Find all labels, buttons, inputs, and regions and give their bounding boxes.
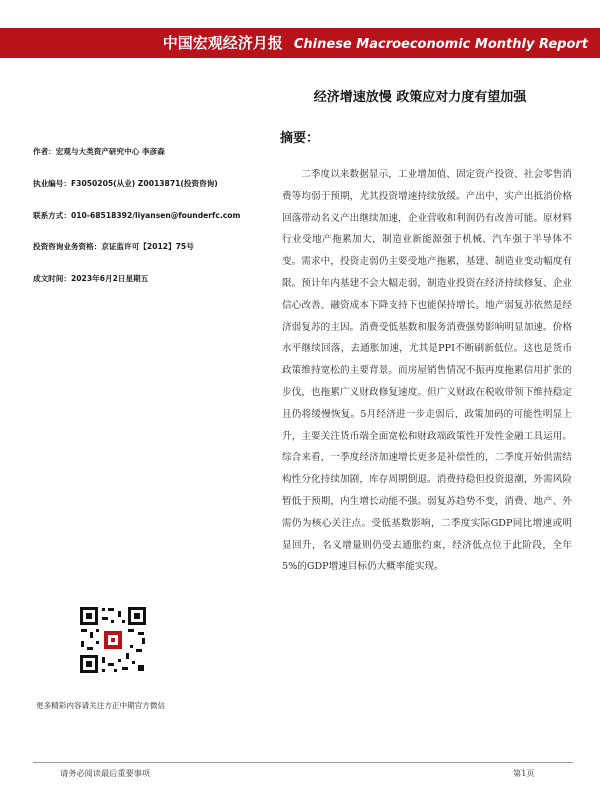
date-line: 成文时间：2023年6月2日星期五 (33, 274, 149, 283)
footer-disclaimer: 请务必阅读最后重要事项 (60, 768, 151, 778)
footer-divider (33, 762, 573, 763)
abstract-body: 二季度以来数据显示，工业增加值、固定资产投资、社会零售消费等均弱于预期，尤其投资增速持续放缓。产出中，实产出抵消价格回落带动名义产出继续加速，企业营收和利润仍有改善可能。原材料行业受地产拖累加大，制造业新能源强于机械、汽车强于半导体不变。需求中，投资走弱仍主要受地产拖累，基建、制造业变动幅度有限。预计年内基建不会大幅走弱，制造业投资在经济持续修复、企业信心改善、融资成本下降支持下也能保持增长。地产弱复苏依然是经济弱复苏的主因。消费受低基数和服务消费强势影响明显加速。价格水平继续回落，去通胀加速，尤其是PPI不断刷新低位。这也是货币政策维持宽松的主要背景。而房屋销售情况不振再度拖累信用扩张的步伐，也拖累广义财政修复速度。但广义财政在税收带领下维持稳定且仍将缓慢恢复。5月经济进一步走弱后，政策加码的可能性明显上升，主要关注货币端全面宽松和财政端政策性开发性金融工具运用。综合来看，一季度经济加速增长更多是补偿性的，二季度开始供需结构性分化持续加剧，库存周期倒退。消费持稳但投资退潮，外需风险暂低于预期，内生增长动能不强。弱复苏趋势不变，消费、地产、外需仍为核心关注点。受低基数影响，二季度实际GDP同比增速或明显回升，名义增量则仍受去通胀约束，经济低点位于此阶段，全年5%的GDP增速目标仍大概率能实现。 (282, 169, 572, 573)
contact-line: 联系方式：010-68518392/liyansen@founderfc.com (33, 211, 241, 220)
wechat-qr-code (78, 605, 148, 675)
banner-title-en: Chinese Macroeconomic Monthly Report (293, 37, 588, 52)
report-title: 经济增速放慢 政策应对力度有望加强 (313, 90, 527, 105)
qr-code-icon (78, 605, 148, 675)
report-header-banner (0, 28, 600, 58)
license-line: 执业编号：F3050205(从业) Z0013871(投资咨询) (33, 179, 218, 188)
banner-title-cn: 中国宏观经济月报 (162, 34, 283, 52)
banner-title (163, 28, 588, 58)
abstract-heading: 摘要： (280, 131, 320, 146)
author-line: 作者：宏观与大类资产研究中心 李彦森 (33, 147, 165, 156)
qr-caption: 更多精彩内容请关注方正中期官方微信 (36, 701, 166, 710)
footer-page-number: 第1页 (513, 768, 535, 778)
qualification-line: 投资咨询业务资格：京证监许可【2012】75号 (33, 242, 194, 251)
